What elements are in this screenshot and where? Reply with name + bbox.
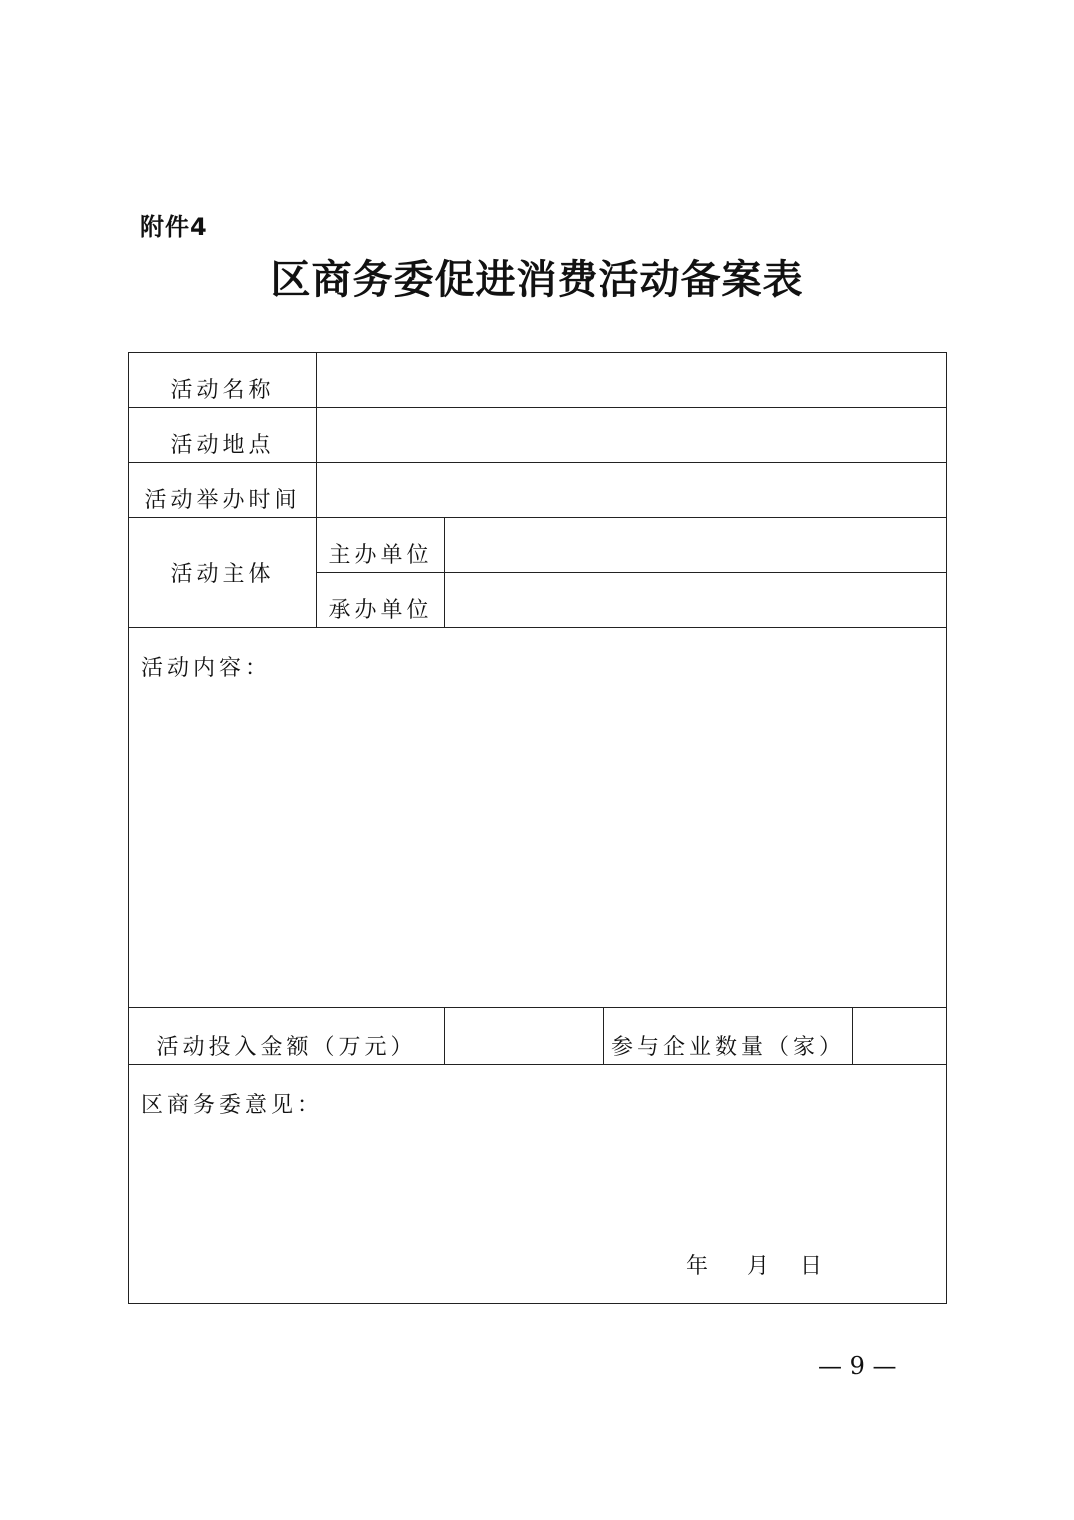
enterprise-count-label: 参与企业数量（家） (610, 1035, 845, 1060)
activity-content-field[interactable] (139, 693, 934, 993)
opinion-field[interactable] (139, 1128, 934, 1238)
enterprise-count-field[interactable] (853, 1008, 946, 1064)
activity-content-label: 活动内容： (141, 656, 272, 681)
activity-subject-label: 活动主体 (170, 562, 275, 587)
activity-location-field[interactable] (317, 408, 946, 462)
undertaker-label: 承办单位 (328, 597, 433, 623)
year-label: 年 (686, 1254, 709, 1279)
organizer-label: 主办单位 (328, 542, 433, 568)
investment-field[interactable] (445, 1008, 603, 1064)
attachment-label: 附件4 (140, 213, 208, 241)
activity-time-field[interactable] (317, 463, 946, 517)
activity-location-label: 活动地点 (170, 432, 275, 458)
activity-name-label: 活动名称 (170, 377, 275, 403)
activity-time-label: 活动举办时间 (144, 487, 301, 513)
page-number: — 9 — (818, 1352, 897, 1380)
day-label: 日 (800, 1254, 823, 1279)
activity-name-field[interactable] (317, 353, 946, 407)
investment-label: 活动投入金额（万元） (156, 1035, 417, 1060)
undertaker-field[interactable] (445, 573, 946, 627)
form-title: 区商务委促进消费活动备案表 (270, 256, 804, 303)
opinion-label: 区商务委意见： (141, 1093, 324, 1118)
registration-form (128, 352, 947, 1304)
month-label: 月 (747, 1254, 770, 1279)
row-divider (129, 627, 946, 628)
organizer-field[interactable] (445, 518, 946, 572)
